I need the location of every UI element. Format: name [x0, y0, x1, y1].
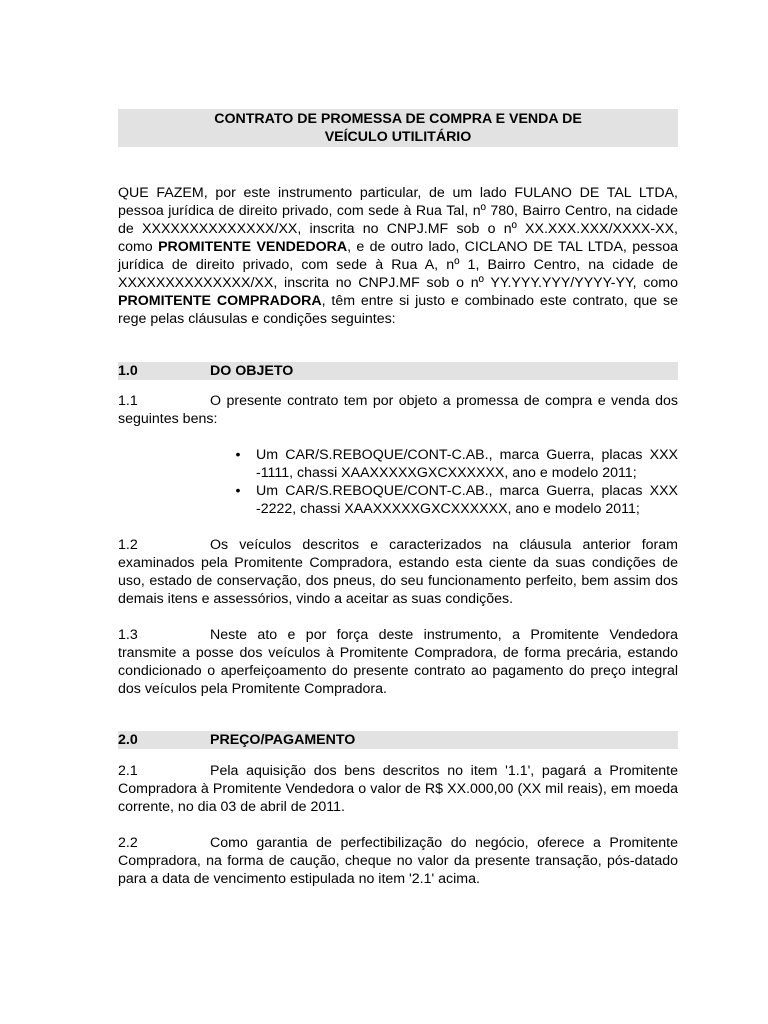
clause-number: 1.3	[118, 627, 138, 643]
buyer-role: PROMITENTE COMPRADORA	[118, 293, 322, 309]
clause-2-2	[118, 834, 678, 888]
clause-text: Como garantia de perfectibilização do negócio, oferece a Promitente Compradora, na forma de caução, cheque no valor da presente transação, pós-datado para a data de vencimento estipulada no item '2.1' acima.	[118, 835, 678, 887]
section-heading-objeto	[118, 362, 678, 380]
seller-role: PROMITENTE VENDEDORA	[158, 239, 348, 255]
clause-1-2	[118, 536, 678, 608]
contract-title-line2: VEÍCULO UTILITÁRIO	[324, 129, 472, 145]
preamble-text-3: , têm entre si justo e combinado este contrato, que se rege pelas cláusulas e condições seguintes:	[118, 293, 678, 327]
clause-1-1	[118, 392, 678, 428]
contract-title	[118, 109, 678, 147]
section-number: 1.0	[118, 363, 138, 379]
preamble-paragraph	[118, 184, 678, 328]
goods-list	[118, 446, 678, 518]
bullet-icon: •	[235, 483, 241, 499]
clause-text: Os veículos descritos e caracterizados na cláusula anterior foram examinados pela Promitente Compradora, estando esta ciente da suas condições de uso, estado de conservação, dos pneus, do seu funcionamento perfeito, bem assim dos demais itens e assessórios, vindo a aceitar as suas condições.	[118, 537, 678, 607]
contract-title-line1: CONTRATO DE PROMESSA DE COMPRA E VENDA DE	[214, 111, 582, 127]
clause-number: 1.2	[118, 537, 138, 553]
clause-number: 1.1	[118, 393, 138, 409]
section-heading-preco	[118, 731, 678, 749]
list-item-text: Um CAR/S.REBOQUE/CONT-C.AB., marca Guerra, placas XXX -2222, chassi XAAXXXXXGXCXXXXXX, ano e modelo 2011;	[256, 483, 678, 517]
bullet-icon: •	[235, 447, 241, 463]
list-item-text: Um CAR/S.REBOQUE/CONT-C.AB., marca Guerra, placas XXX -1111, chassi XAAXXXXXGXCXXXXXX, ano e modelo 2011;	[256, 447, 678, 481]
section-title: PREÇO/PAGAMENTO	[210, 732, 356, 748]
section-number: 2.0	[118, 732, 138, 748]
clause-1-3	[118, 626, 678, 698]
clause-2-1	[118, 762, 678, 816]
clause-number: 2.2	[118, 835, 138, 851]
clause-text: O presente contrato tem por objeto a promessa de compra e venda dos seguintes bens:	[118, 393, 678, 427]
preamble-text-1: QUE FAZEM, por este instrumento particular, de um lado FULANO DE TAL LTDA, pessoa jurídica de direito privado, com sede à Rua Tal, nº 780, Bairro Centro, na cidade de XXXXXXXXXXXXXX/XX, inscrita no CNPJ.MF sob o nº XX.XXX.XXX/XXXX-XX, como	[118, 185, 678, 255]
preamble-text-2: , e de outro lado, CICLANO DE TAL LTDA, pessoa jurídica de direito privado, com sede à Rua A, nº 1, Bairro Centro, na cidade de XXXXXXXXXXXXXX/XX, inscrita no CNPJ.MF sob o nº YY.YYY.YYY/YYYY-YY, como	[118, 239, 678, 291]
list-item	[235, 446, 678, 482]
clause-text: Neste ato e por força deste instrumento, a Promitente Vendedora transmite a posse dos veículos à Promitente Compradora, de forma precária, estando condicionado o aperfeiçoamento do presente contrato ao pagamento do preço integral dos veículos pela Promitente Compradora.	[118, 627, 678, 697]
document-content	[118, 109, 678, 888]
clause-text: Pela aquisição dos bens descritos no item '1.1', pagará a Promitente Compradora à Promitente Vendedora o valor de R$ XX.000,00 (XX mil reais), em moeda corrente, no dia 03 de abril de 2011.	[118, 763, 678, 815]
clause-number: 2.1	[118, 763, 138, 779]
list-item	[235, 482, 678, 518]
section-title: DO OBJETO	[210, 363, 294, 379]
